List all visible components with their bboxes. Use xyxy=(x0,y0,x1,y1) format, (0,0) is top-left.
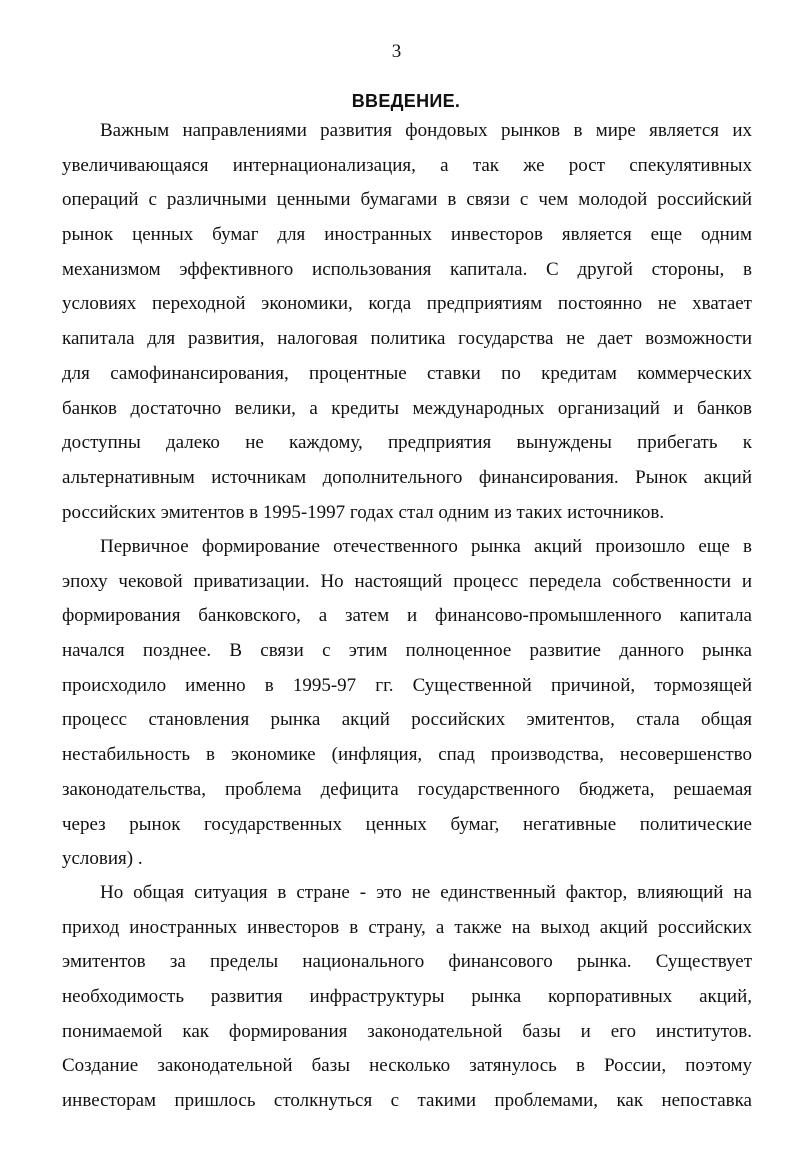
text-line: нестабильность в экономике (инфляция, спад производства, несовершенство xyxy=(62,744,752,766)
text-line: процесс становления рынка акций российских эмитентов, стала общая xyxy=(62,709,752,731)
text-line: Важным направлениями развития фондовых рынков в мире является их xyxy=(100,120,752,141)
text-line: Но общая ситуация в стране - это не единственный фактор, влияющий на xyxy=(100,882,752,903)
text-line: эпоху чековой приватизации. Но настоящий процесс передела собственности и xyxy=(62,570,752,592)
text-line: законодательства, проблема дефицита государственного бюджета, решаемая xyxy=(62,778,752,800)
text-line: формирования банковского, а затем и финансово-промышленного капитала xyxy=(62,605,752,627)
text-line: доступны далеко не каждому, предприятия вынуждены прибегать к xyxy=(62,432,752,454)
text-line: Создание законодательной базы несколько затянулось в России, поэтому xyxy=(62,1055,752,1077)
text-line: через рынок государственных ценных бумаг, негативные политические xyxy=(62,813,752,835)
text-line: инвесторам пришлось столкнуться с такими проблемами, как непоставка xyxy=(62,1090,752,1112)
paragraph-3 xyxy=(62,876,752,1119)
text-line: необходимость развития инфраструктуры рынка корпоративных акций, xyxy=(62,986,752,1008)
page-number: 3 xyxy=(391,41,402,62)
text-line: условия) . xyxy=(62,848,143,870)
text-line: эмитентов за пределы национального финансового рынка. Существует xyxy=(62,951,752,973)
text-line: российских эмитентов в 1995-1997 годах стал одним из таких источников. xyxy=(62,501,665,523)
text-line: приход иностранных инвесторов в страну, а также на выход акций российских xyxy=(62,916,752,938)
text-line: рынок ценных бумаг для иностранных инвесторов является еще одним xyxy=(62,224,752,246)
text-line: начался позднее. В связи с этим полноценное развитие данного рынка xyxy=(62,640,752,662)
text-line: альтернативным источникам дополнительного финансирования. Рынок акций xyxy=(62,466,752,488)
text-line: происходило именно в 1995-97 гг. Существенной причиной, тормозящей xyxy=(62,674,752,696)
text-line: понимаемой как формирования законодательной базы и его институтов. xyxy=(62,1020,752,1042)
text-line: условиях переходной экономики, когда предприятиям постоянно не хватает xyxy=(62,293,752,315)
text-line: операций с различными ценными бумагами в связи с чем молодой российский xyxy=(62,189,752,211)
text-line: для самофинансирования, процентные ставки по кредитам коммерческих xyxy=(62,362,752,384)
text-line: механизмом эффективного использования капитала. С другой стороны, в xyxy=(62,258,752,280)
text-line: увеличивающаяся интернационализация, а так же рост спекулятивных xyxy=(62,154,752,176)
text-line: Первичное формирование отечественного рынка акций произошло еще в xyxy=(100,536,752,557)
text-line: капитала для развития, налоговая политика государства не дает возможности xyxy=(62,328,752,350)
paragraph-2 xyxy=(62,530,752,877)
paragraph-1 xyxy=(62,114,752,530)
text-line: банков достаточно велики, а кредиты международных организаций и банков xyxy=(62,397,752,419)
page-title: ВВЕДЕНИЕ. xyxy=(351,91,461,111)
